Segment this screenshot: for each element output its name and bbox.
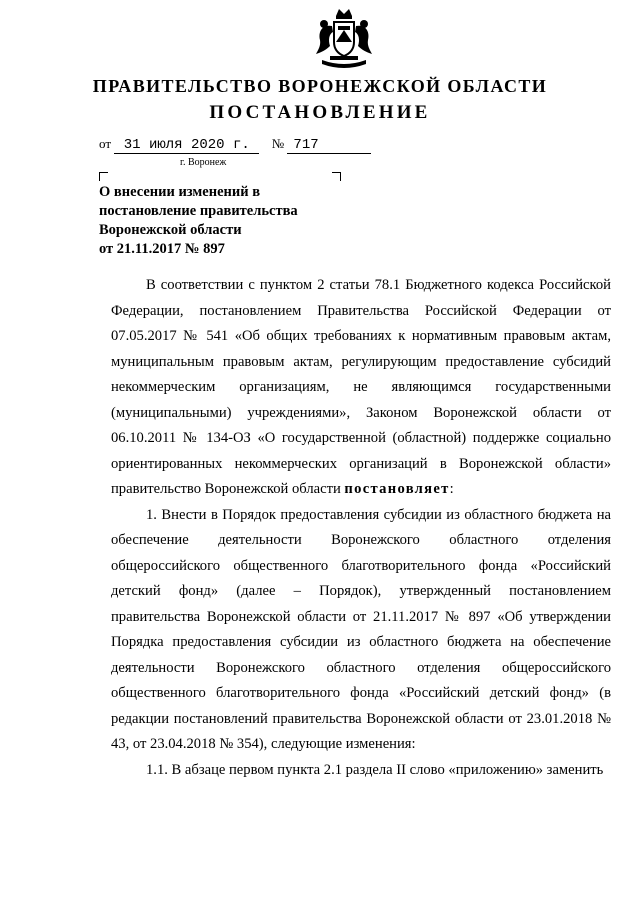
date-prefix: от	[99, 136, 112, 151]
subject-corner-right	[332, 172, 341, 181]
resolves-keyword: постановляет	[344, 481, 450, 497]
document-subject	[99, 183, 359, 259]
date-number-line	[99, 136, 371, 154]
document-number: 717	[287, 137, 371, 154]
document-type: ПОСТАНОВЛЕНИЕ	[209, 102, 431, 123]
document-body	[111, 273, 611, 783]
number-prefix: №	[271, 136, 285, 151]
body-paragraph-preamble	[111, 273, 611, 503]
preamble-colon: :	[449, 481, 454, 497]
coat-of-arms-icon	[312, 6, 376, 72]
body-paragraph-item-1: 1. Внести в Порядок предоставления субсидии из областного бюджета на обеспечение деятельности Воронежского областного отделения общероссийского общественного благотворительного фонда «Российский детский фонд» (далее – Порядок), утвержденный постановлением правительства Воронежской области от 21.11.2017 № 897 «Об утверждении Порядка предоставления субсидии из областного бюджета на обеспечение деятельности Воронежского областного отделения общероссийского общественного благотворительного фонда «Российский детский фонд» (в редакции постановлений правительства Воронежской области от 23.01.2018 № 43, от 23.04.2018 № 354), следующие изменения:	[111, 506, 611, 752]
body-paragraph-item-1-1: 1.1. В абзаце первом пункта 2.1 раздела II слово «приложению» заменить	[146, 761, 604, 778]
subject-line: от 21.11.2017 № 897	[99, 241, 225, 257]
subject-line: Воронежской области	[99, 222, 242, 238]
preamble-text: В соответствии с пунктом 2 статьи 78.1 Бюджетного кодекса Российской Федерации, постановлением Правительства Российской Федерации от 07.05.2017 № 541 «Об общих требованиях к нормативным правовым актам, муниципальным правовым актам, регулирующим предоставление субсидий некоммерческим организациям, не являющимся государственными (муниципальными) учреждениями», Законом Воронежской области от 06.10.2011 № 134-ОЗ «О государственной (областной) поддержке социально ориентированных некоммерческих организаций в Воронежской области» правительство Воронежской области	[111, 277, 611, 497]
document-date: 31 июля 2020 г.	[114, 137, 259, 154]
subject-line: постановление правительства	[99, 203, 298, 219]
organization-title: ПРАВИТЕЛЬСТВО ВОРОНЕЖСКОЙ ОБЛАСТИ	[92, 76, 548, 96]
subject-corner-left	[99, 172, 108, 181]
subject-line: О внесении изменений в	[99, 184, 261, 200]
city-label: г. Воронеж	[180, 157, 227, 168]
